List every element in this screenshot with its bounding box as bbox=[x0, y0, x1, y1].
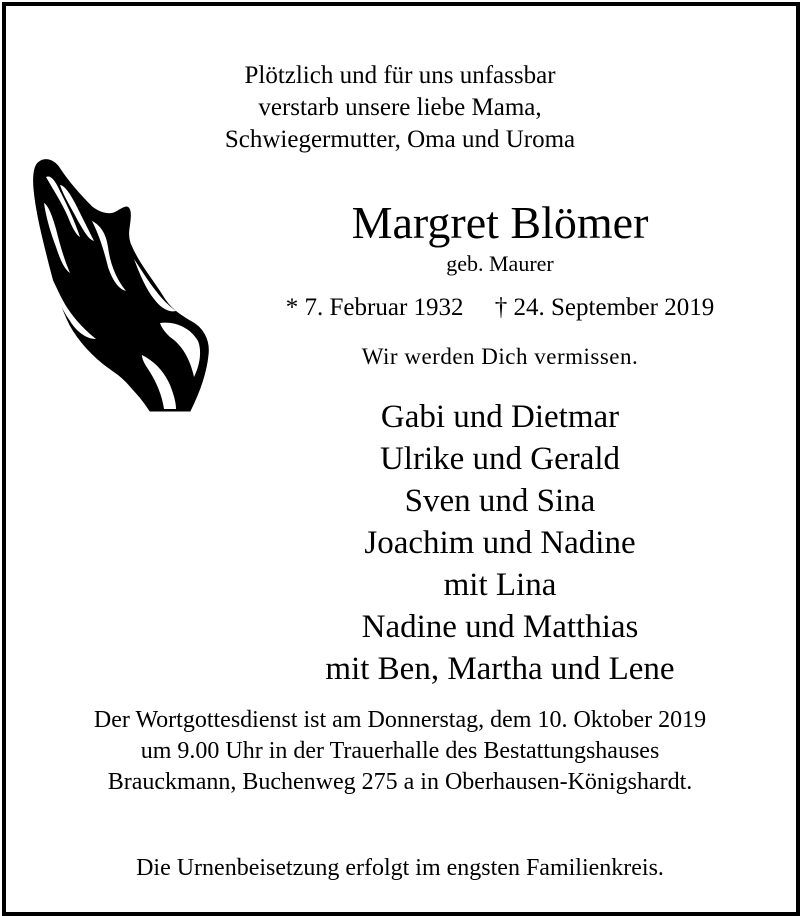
deceased-name: Margret Blömer bbox=[351, 197, 649, 248]
intro-line: Plötzlich und für uns unfassbar bbox=[244, 62, 556, 89]
service-info bbox=[0, 705, 800, 798]
mourner-line: Gabi und Dietmar bbox=[380, 399, 620, 435]
intro-line: verstarb unsere liebe Mama, bbox=[258, 94, 542, 121]
mourner-line: mit Lina bbox=[443, 567, 557, 603]
service-line: Brauckmann, Buchenweg 275 a in Oberhausen-Königshardt. bbox=[107, 769, 693, 795]
mourner-line: Ulrike und Gerald bbox=[379, 441, 621, 477]
mourner-line: Joachim und Nadine bbox=[364, 525, 636, 561]
burial-note: Die Urnenbeisetzung erfolgt im engsten Familienkreis. bbox=[136, 855, 664, 881]
mourners-list bbox=[250, 396, 750, 690]
mourner-line: Sven und Sina bbox=[404, 483, 596, 519]
intro-line: Schwiegermutter, Oma und Uroma bbox=[224, 126, 576, 153]
birth-date: * 7. Februar 1932 bbox=[285, 294, 464, 321]
service-line: Der Wortgottesdienst ist am Donnerstag, dem 10. Oktober 2019 bbox=[93, 707, 707, 733]
maiden-name: geb. Maurer bbox=[446, 251, 554, 276]
praying-hands-icon bbox=[30, 155, 215, 413]
farewell-message: Wir werden Dich vermissen. bbox=[361, 344, 639, 369]
intro-text bbox=[0, 60, 800, 156]
life-dates bbox=[250, 292, 750, 324]
mourner-line: mit Ben, Martha und Lene bbox=[325, 651, 675, 687]
death-date: † 24. September 2019 bbox=[494, 294, 715, 321]
service-line: um 9.00 Uhr in der Trauerhalle des Bestattungshauses bbox=[140, 738, 660, 764]
mourner-line: Nadine und Matthias bbox=[361, 609, 639, 645]
